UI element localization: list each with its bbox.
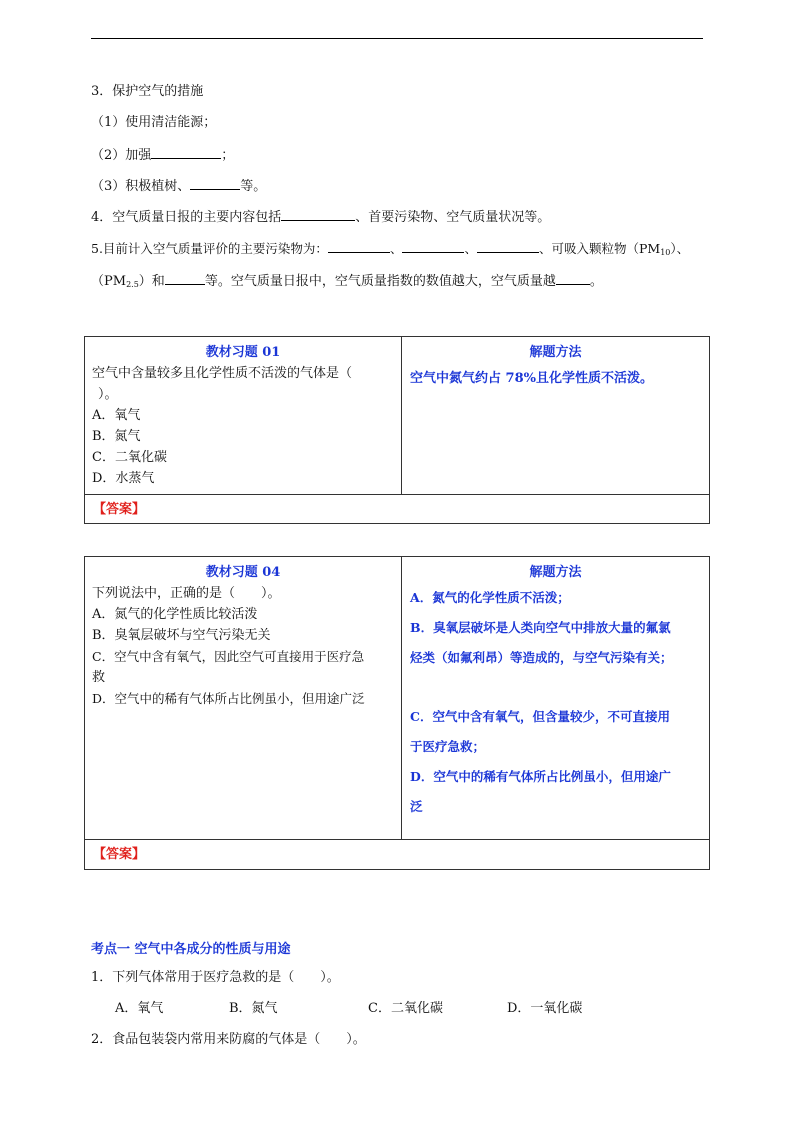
exercise-box-01-question [85, 337, 402, 494]
fill-blank[interactable] [190, 175, 240, 190]
q1-option-a: A．氧气 [115, 1001, 164, 1016]
exercise-01-option-c: C．二氧化碳 [92, 450, 167, 465]
method-04-b1: B．臭氧层破坏是人类向空气中排放大量的氟氯 [410, 620, 671, 635]
section-title: 考点一 空气中各成分的性质与用途 [91, 942, 291, 957]
exercise-box-04 [84, 556, 710, 870]
method-04-title: 解题方法 [529, 565, 582, 580]
exercise-box-01-method [402, 337, 709, 494]
section-q1-options [115, 999, 582, 1019]
s5-line2 [91, 270, 603, 295]
method-01-title: 解题方法 [529, 345, 582, 360]
exercise-01-title: 教材习题 01 [205, 345, 281, 360]
method-04-c2: 于医疗急救； [410, 739, 486, 754]
section-q1: 1．下列气体常用于医疗急救的是（ ）。 [91, 970, 340, 985]
method-04-gap [410, 673, 701, 702]
q1-option-c: C．二氧化碳 [368, 1001, 443, 1016]
s5-sep: 、可吸入颗粒物（PM [538, 241, 661, 256]
s4-post: 、首要污染物、空气质量状况等。 [355, 210, 551, 225]
s3-item3-pre: （3）积极植树、 [91, 179, 191, 194]
s5-pre: 5.目前计入空气质量评价的主要污染物为： [91, 241, 328, 256]
method-04-d2: 泛 [410, 799, 423, 814]
exercise-04-option-a: A．氮气的化学性质比较活泼 [92, 607, 258, 622]
method-01-text: 空气中氮气约占 78%且化学性质不活泼。 [410, 371, 653, 386]
method-04-d1: D．空气中的稀有气体所占比例虽小，但用途广 [410, 769, 671, 784]
s3-item2 [91, 144, 234, 166]
s5-sub10: 10 [660, 248, 671, 257]
s3-item3-post: 等。 [240, 179, 267, 194]
exercise-04-option-c-cont: 救 [92, 670, 106, 685]
s5-line1 [91, 238, 689, 263]
exercise-01-option-b: B．氮气 [92, 429, 141, 444]
exercise-01-question-a: 空气中含量较多且化学性质不活泼的气体是（ [92, 366, 353, 381]
fill-blank[interactable] [477, 238, 539, 253]
s5-line2-mid: ）和 [138, 274, 165, 289]
s5-sub25: 2.5 [126, 280, 139, 289]
s3-item2-post: ； [221, 148, 235, 163]
q1-option-b: B．氮气 [229, 1001, 278, 1016]
method-04-b2: 烃类（如氟利昂）等造成的，与空气污染有关； [410, 650, 673, 665]
s4-line [91, 206, 550, 228]
s3-item2-pre: （2）加强 [91, 148, 152, 163]
exercise-04-option-c: C．空气中含有氧气，因此空气可直接用于医疗急 [92, 649, 365, 664]
section-q2: 2．食品包装袋内常用来防腐的气体是（ ）。 [91, 1032, 366, 1047]
s5-line2-pre: （PM [91, 274, 127, 289]
s4-pre: 4．空气质量日报的主要内容包括 [91, 210, 282, 225]
s3-item1: （1）使用清洁能源； [91, 115, 217, 130]
fill-blank[interactable] [165, 270, 205, 285]
s5-line1-post: ）、 [670, 241, 690, 256]
exercise-04-question: 下列说法中，正确的是（ ）。 [92, 586, 281, 601]
exercise-04-title: 教材习题 04 [205, 565, 281, 580]
exercise-box-04-method [402, 557, 709, 839]
fill-blank[interactable] [281, 206, 355, 221]
fill-blank[interactable] [151, 144, 221, 159]
exercise-box-01-body [85, 337, 709, 495]
s5-line2-end: 。 [589, 274, 603, 289]
header-rule [91, 38, 703, 39]
answer-label-01: 【答案】 [93, 502, 146, 517]
s5-line2-text: 等。空气质量日报中，空气质量指数的数值越大，空气质量越 [204, 274, 556, 289]
exercise-01-option-d: D．水蒸气 [92, 471, 155, 486]
fill-blank[interactable] [556, 270, 590, 285]
q1-option-d: D．一氧化碳 [507, 1001, 583, 1016]
method-04-a: A．氮气的化学性质不活泼； [410, 590, 570, 605]
exercise-04-option-b: B．臭氧层破坏与空气污染无关 [92, 628, 271, 643]
exercise-box-01 [84, 336, 710, 524]
method-04-c1: C．空气中含有氧气，但含量较少，不可直接用 [410, 709, 670, 724]
exercise-01-question-b: ）。 [98, 387, 118, 402]
s3-item3 [91, 175, 266, 197]
exercise-04-option-d: D．空气中的稀有气体所占比例虽小，但用途广泛 [92, 691, 365, 706]
s5-sep: 、 [389, 241, 403, 256]
s5-sep: 、 [464, 241, 477, 256]
s3-title: 3．保护空气的措施 [91, 84, 204, 99]
answer-label-04: 【答案】 [93, 847, 146, 862]
exercise-box-04-body [85, 557, 709, 840]
fill-blank[interactable] [402, 238, 464, 253]
exercise-box-04-question [85, 557, 402, 839]
fill-blank[interactable] [328, 238, 390, 253]
exercise-01-option-a: A．氧气 [92, 408, 141, 423]
